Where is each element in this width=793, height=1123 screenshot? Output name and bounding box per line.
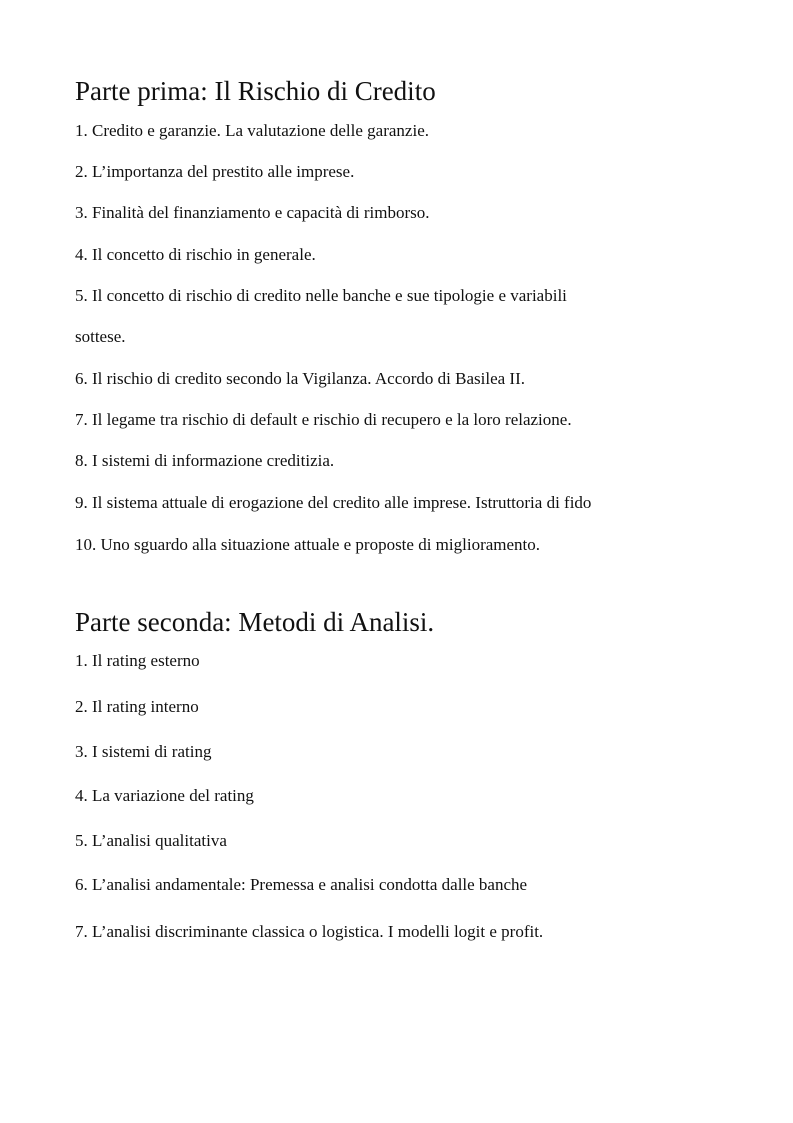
part2-item-4: 4. La variazione del rating (75, 786, 254, 805)
part2-item-3: 3. I sistemi di rating (75, 742, 212, 761)
part1-item-9: 9. Il sistema attuale di erogazione del credito alle imprese. Istruttoria di fido (75, 493, 592, 512)
part2-item-5: 5. L’analisi qualitativa (75, 831, 227, 850)
part2-item-1: 1. Il rating esterno (75, 651, 200, 670)
part1-item-3: 3. Finalità del finanziamento e capacità di rimborso. (75, 203, 430, 222)
part1-item-7: 7. Il legame tra rischio di default e rischio di recupero e la loro relazione. (75, 410, 572, 429)
part1-item-5: 5. Il concetto di rischio di credito nelle banche e sue tipologie e variabili (75, 286, 567, 305)
part1-item-5-continued: sottese. (75, 327, 126, 346)
part1-item-8: 8. I sistemi di informazione creditizia. (75, 451, 335, 470)
part2-item-6: 6. L’analisi andamentale: Premessa e analisi condotta dalle banche (75, 875, 528, 894)
part2-title: Parte seconda: Metodi di Analisi. (75, 607, 435, 637)
part1-title: Parte prima: Il Rischio di Credito (75, 76, 436, 106)
part1-item-2: 2. L’importanza del prestito alle imprese. (75, 162, 355, 181)
part2-item-7: 7. L’analisi discriminante classica o logistica. I modelli logit e profit. (75, 922, 544, 941)
part1-item-6: 6. Il rischio di credito secondo la Vigilanza. Accordo di Basilea II. (75, 369, 525, 388)
part1-item-1: 1. Credito e garanzie. La valutazione delle garanzie. (75, 121, 429, 140)
part1-item-10: 10. Uno sguardo alla situazione attuale e proposte di miglioramento. (75, 535, 541, 554)
part1-item-4: 4. Il concetto di rischio in generale. (75, 245, 316, 264)
part2-item-2: 2. Il rating interno (75, 697, 199, 716)
